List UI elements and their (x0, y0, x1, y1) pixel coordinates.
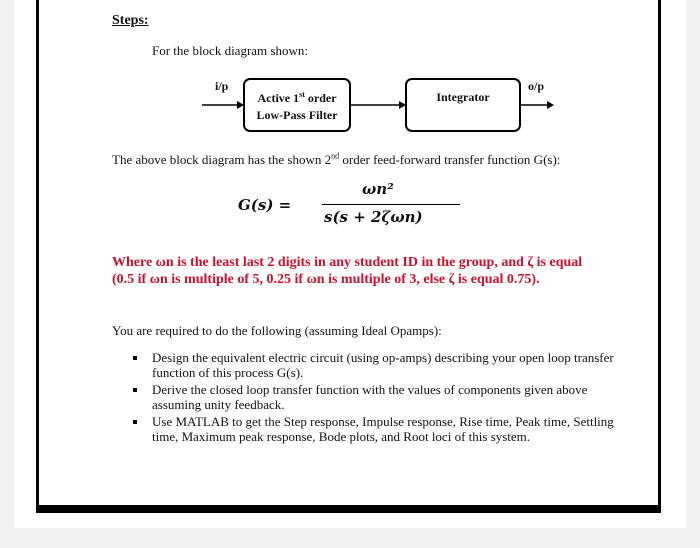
fraction-bar (322, 204, 460, 205)
para-pre: The above block diagram has the shown 2 (112, 152, 332, 167)
intro-text: For the block diagram shown: (152, 43, 308, 58)
parameter-note: Where ωn is the least last 2 digits in any student ID in the group, and ζ is equal (0.5 if ωn is multiple of 5, 0.25 if ωn is multiple of 3, else ζ is equal 0.75). (112, 255, 583, 287)
equation-lhs: G(s) = (238, 196, 292, 214)
equation-denominator: s(s + 2ζωn) (324, 208, 423, 226)
left-border (36, 0, 39, 510)
equation-numerator: ωn² (362, 180, 394, 198)
input-label: i/p (215, 79, 229, 93)
integrator-block (405, 78, 521, 132)
bottom-border (36, 505, 661, 513)
bullet-icon (133, 356, 137, 360)
block-diagram (200, 74, 560, 136)
steps-heading: Steps: (112, 13, 149, 28)
low-pass-filter-block (243, 78, 351, 132)
list-item (128, 382, 618, 412)
block1-line1-pre: Active 1 (257, 91, 300, 105)
block1-line2: Low-Pass Filter (256, 108, 338, 122)
para-superscript: nd (331, 151, 340, 161)
para-post: order feed-forward transfer function G(s): (339, 152, 561, 167)
block1-line1-post: order (304, 91, 337, 105)
bullet-icon (133, 388, 137, 392)
transfer-function-description (112, 152, 560, 168)
task-text: Derive the closed loop transfer function with the values of components given above assuming unity feedback. (152, 382, 588, 412)
bullet-icon (133, 420, 137, 424)
transfer-function-equation (230, 180, 470, 230)
requirement-intro: You are required to do the following (assuming Ideal Opamps): (112, 323, 442, 338)
task-list (128, 350, 618, 446)
block1-superscript: st (299, 90, 305, 99)
task-text: Use MATLAB to get the Step response, Impulse response, Rise time, Peak time, Settling time, Maximum peak response, Bode plots, and Root loci of this system. (152, 414, 614, 444)
integrator-label: Integrator (436, 90, 490, 104)
list-item (128, 350, 618, 380)
right-border (658, 0, 661, 510)
list-item (128, 414, 618, 444)
output-label: o/p (528, 79, 545, 93)
task-text: Design the equivalent electric circuit (using op-amps) describing your open loop transfer function of this process G(s). (152, 350, 614, 380)
